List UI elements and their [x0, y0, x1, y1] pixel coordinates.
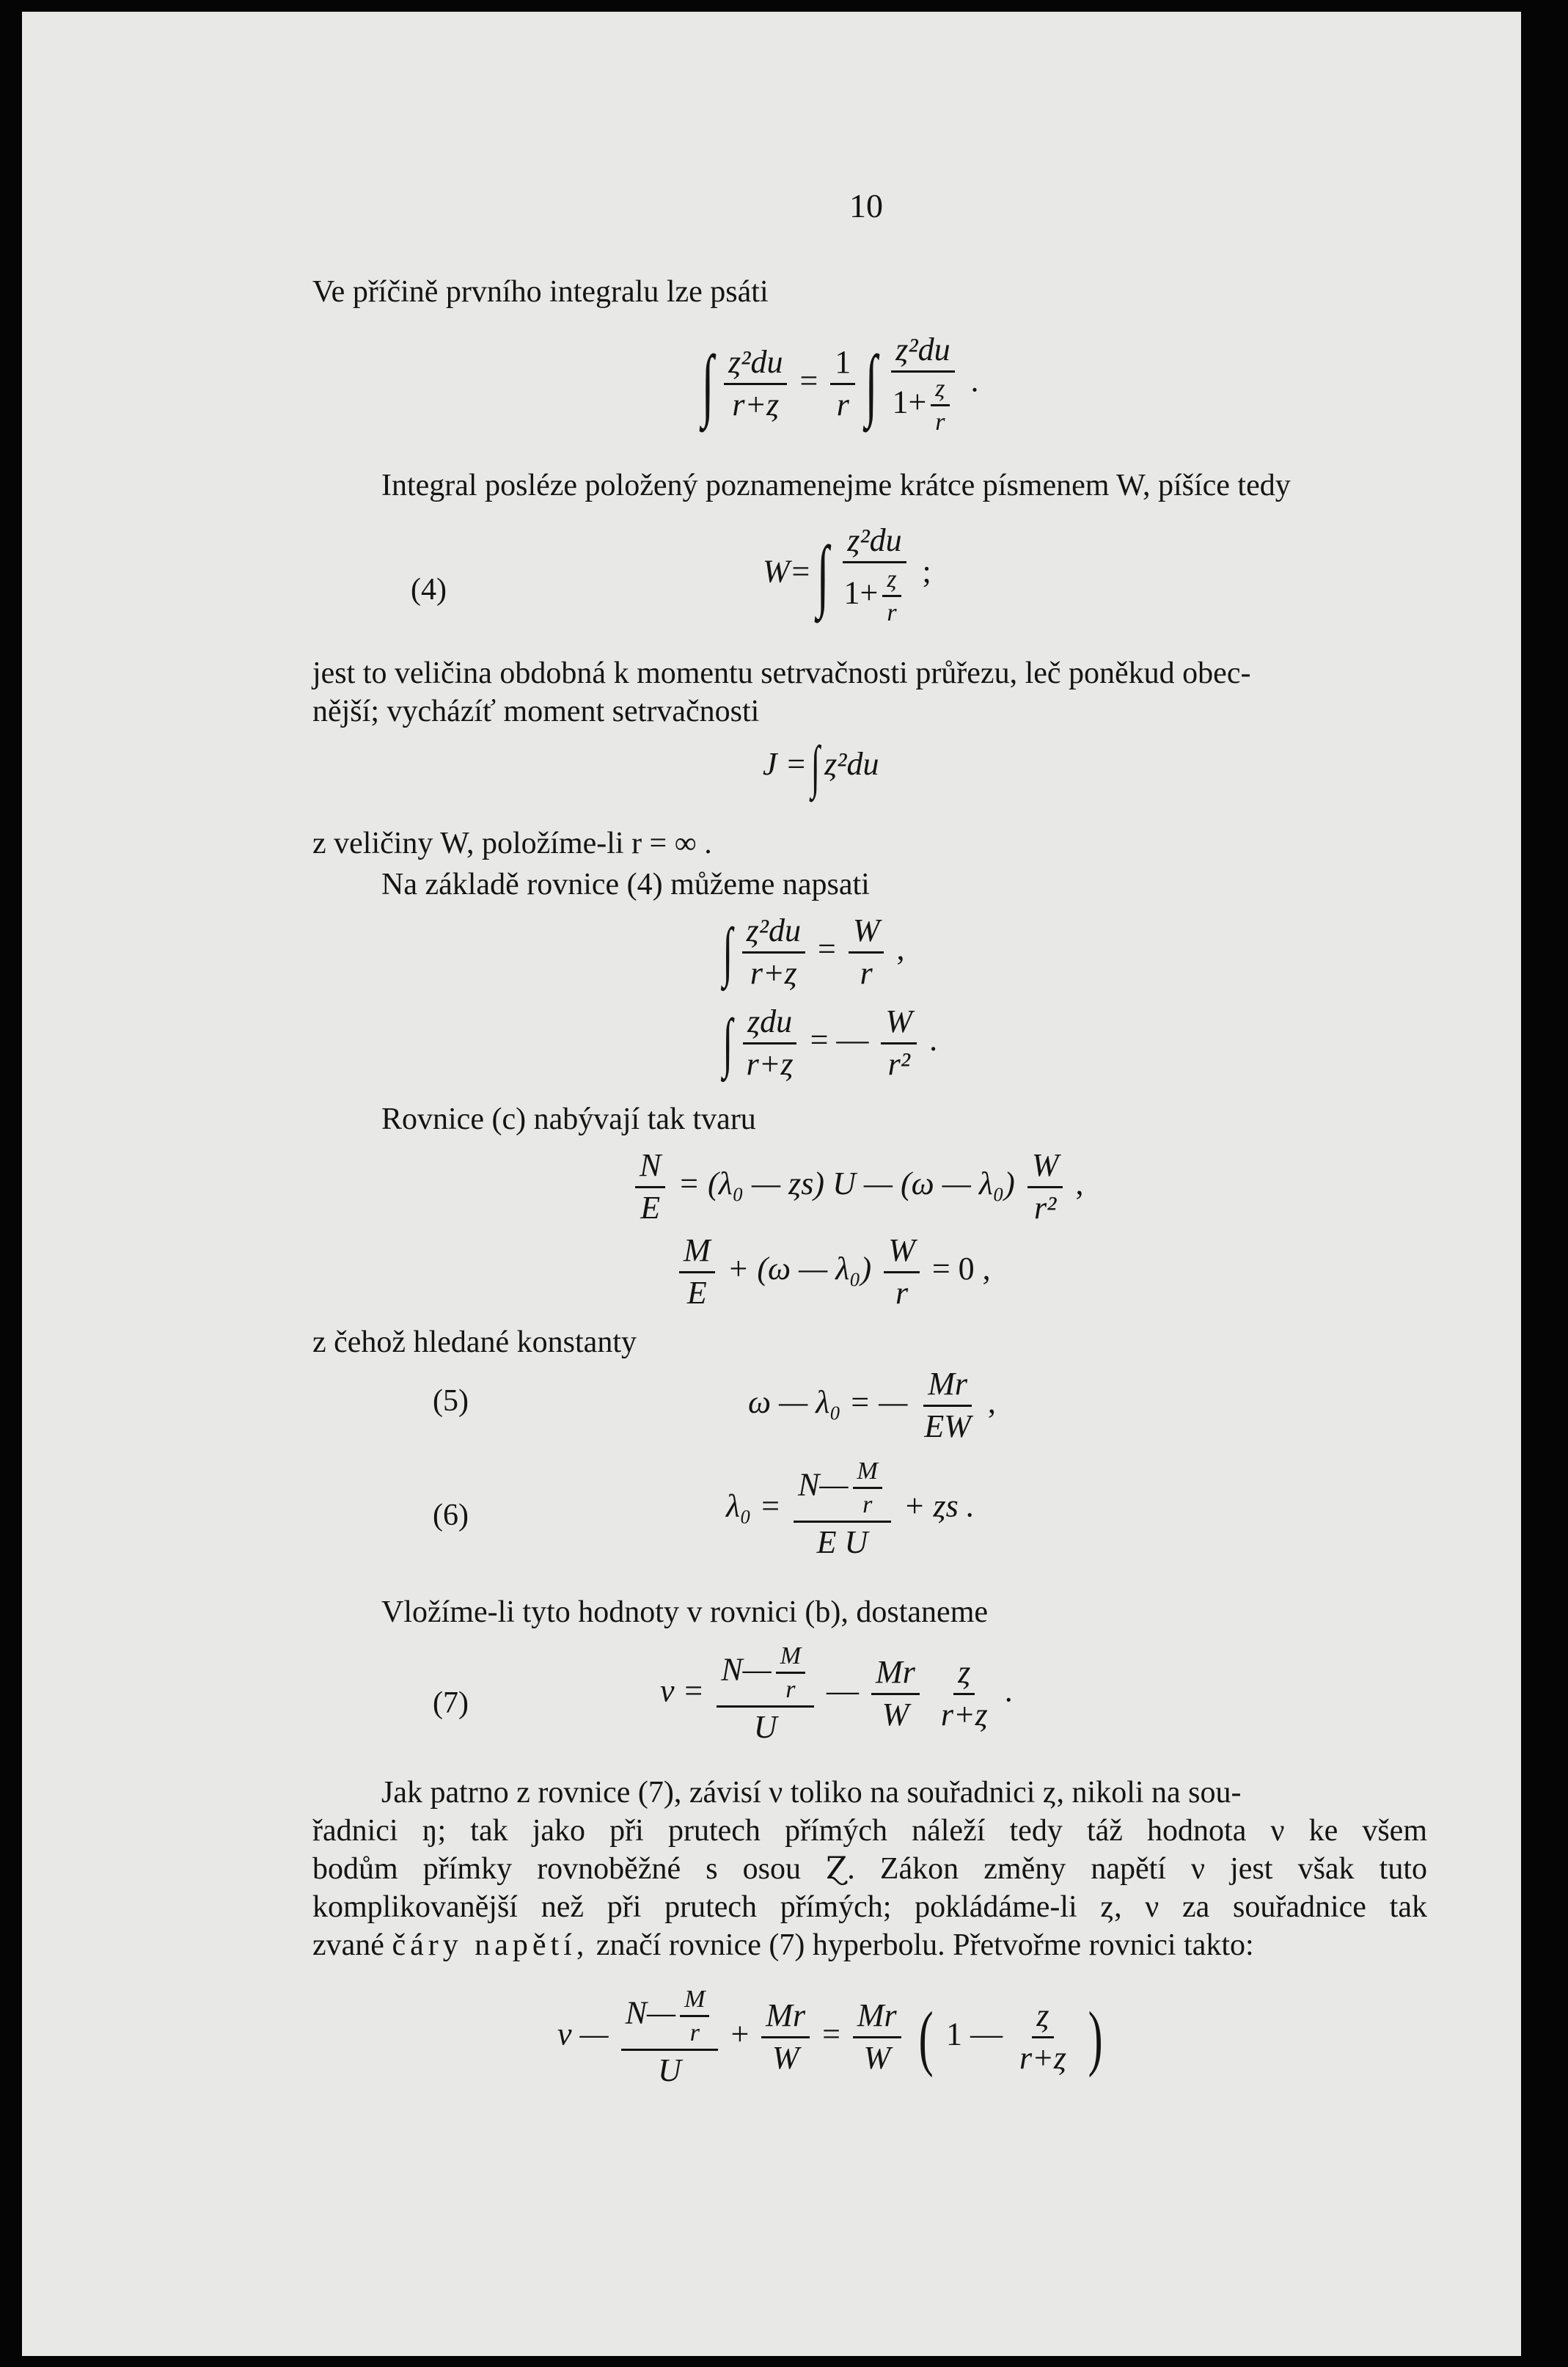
fraction: $\frac{Mr}{W}$ [761, 1997, 810, 2077]
paragraph-line-2: řadnici ŋ; tak jako při prutech přímých náleží tedy táž hodnota ν ke všem [312, 1814, 1427, 1848]
paragraph-line-3: bodům přímky rovnoběžné s osou Ɀ. Zákon změny napětí ν jest však tuto [312, 1852, 1427, 1886]
paragraph-line-1: Jak patrno z rovnice (7), závisí ν toliko na souřadnici ȥ, nikoli na sou- [381, 1776, 1242, 1810]
from-W-line: z veličiny W, položíme-li r = ∞ . [312, 827, 712, 860]
equation-basis-2: ∫ $\frac{\text{ȥdu}}{r+ȥ}$ = — $\frac{W}{\text{r²}}$ . [722, 1003, 938, 1082]
equation-number-4: (4) [411, 573, 447, 607]
equation-4: W= ∫ ȥ²du 1+ $\frac{ȥ}{r}$ ; [763, 522, 931, 626]
rovnice-c-line: Rovnice (c) nabývají tak tvaru [381, 1102, 756, 1136]
right-paren: ) [1088, 1996, 1103, 2078]
book-page [22, 12, 1521, 2356]
fraction: $\frac{Mr}{EW}$ [924, 1366, 971, 1444]
fraction: $\frac{W}{r}$ [884, 1232, 920, 1311]
basis-line: Na základě rovnice (4) můžeme napsati [381, 868, 870, 901]
equation-6: λ₀ = N— $\frac{M}{r}$ E U + ȥs . [726, 1457, 975, 1561]
fraction: $\frac{W}{\text{r²}}$ [881, 1003, 917, 1083]
fraction: $\frac{1}{r}$ [830, 344, 855, 423]
integral-sign: ∫ [865, 339, 878, 429]
fraction: $\frac{\text{ȥ²du}}{r+ȥ}$ [742, 912, 805, 992]
equation-number-7: (7) [433, 1686, 469, 1720]
integral-sign: ∫ [811, 735, 821, 800]
fraction: ȥ²du 1+ $\frac{ȥ}{r}$ [839, 522, 909, 627]
constants-line: z čehož hledané konstanty [312, 1325, 637, 1359]
fraction: $\frac{\text{ȥdu}}{r+ȥ}$ [742, 1003, 798, 1083]
integral-sign: ∫ [722, 915, 733, 989]
fraction: N— $\frac{M}{r}$ U [717, 1642, 814, 1746]
intro-line: Ve příčině prvního integralu lze psáti [312, 275, 769, 309]
equation-basis-1: ∫ $\frac{\text{ȥ²du}}{r+ȥ}$ = $\frac{W}{r}$ , [722, 912, 905, 991]
fraction: $\frac{ȥ}{r+ȥ}$ [940, 1654, 988, 1733]
fraction: $\frac{ȥ}{r+ȥ}$ [1019, 1997, 1066, 2076]
equation-final: ν — N— $\frac{M}{r}$ U + $\frac{Mr}{W}$ = $\frac{Mr}{W}$ ( 1 — $\frac{ȥ}{r+ȥ}$ ) [557, 1986, 1103, 2089]
paragraph-line-4: komplikovanější než při prutech přímých; pokládáme-li ȥ, ν za souřadnice tak [312, 1890, 1427, 1924]
equation-c-1: $\frac{N}{E}$ = (λ₀ — ȥs) U — (ω — λ₀) $\frac{W}{\text{r²}}$ , [631, 1147, 1083, 1226]
fraction: $\frac{N}{E}$ [635, 1147, 665, 1226]
fraction: $\frac{Mr}{W}$ [871, 1654, 920, 1733]
paragraph-line-5: zvané čáry napětí, značí rovnice (7) hyperbolu. Přetvořme rovnici takto: [312, 1928, 1254, 1962]
integral-sign: ∫ [722, 1006, 733, 1080]
integral-sign: ∫ [817, 530, 829, 620]
left-paren: ( [918, 1996, 934, 2078]
equation-number-5: (5) [433, 1384, 469, 1418]
integral-named-line: Integral posléze položený poznamenejme krátce písmenem W, píšíce tedy [381, 469, 1291, 502]
equation-7: ν = N— $\frac{M}{r}$ U — $\frac{Mr}{W}$ $\frac{ȥ}{r+ȥ}$ . [660, 1642, 1013, 1746]
fraction: $\frac{W}{\text{r²}}$ [1027, 1147, 1063, 1226]
equation-5: ω — λ₀ = — $\frac{Mr}{EW}$ , [748, 1366, 996, 1444]
fraction: $\frac{M}{E}$ [679, 1232, 715, 1311]
analog-line-1: jest to veličina obdobná k momentu setrvačnosti průřezu, leč poněkud obec- [312, 656, 1251, 690]
analog-line-2: nější; vycházíť moment setrvačnosti [312, 695, 760, 728]
fraction: $\frac{\text{ȥ²du}}{r+ȥ}$ [724, 344, 787, 423]
equation-number-6: (6) [433, 1499, 469, 1532]
fraction: $\frac{Mr}{W}$ [853, 1997, 901, 2077]
spaced-term: čáry napětí, [392, 1928, 589, 1962]
fraction: $\frac{W}{r}$ [849, 912, 884, 992]
equation-c-2: $\frac{M}{E}$ + (ω — λ₀) $\frac{W}{r}$ = 0 , [675, 1232, 991, 1311]
fraction: N— $\frac{M}{r}$ U [621, 1985, 719, 2090]
equation-moment-of-inertia: J = ∫ ȥ²du [763, 735, 879, 800]
fraction: N— $\frac{M}{r}$ E U [794, 1457, 891, 1562]
fraction: ȥ²du 1+ $\frac{ȥ}{r}$ [887, 332, 958, 436]
insert-line: Vložíme-li tyto hodnoty v rovnici (b), dostaneme [381, 1595, 988, 1629]
page-number: 10 [849, 187, 883, 224]
integral-sign: ∫ [701, 339, 714, 429]
equation-integral-split: ∫ $\frac{\text{ȥ²du}}{r+ȥ}$ = $\frac{1}{r}$ ∫ ȥ²du 1+ $\frac{ȥ}{r}$ . [701, 332, 979, 436]
